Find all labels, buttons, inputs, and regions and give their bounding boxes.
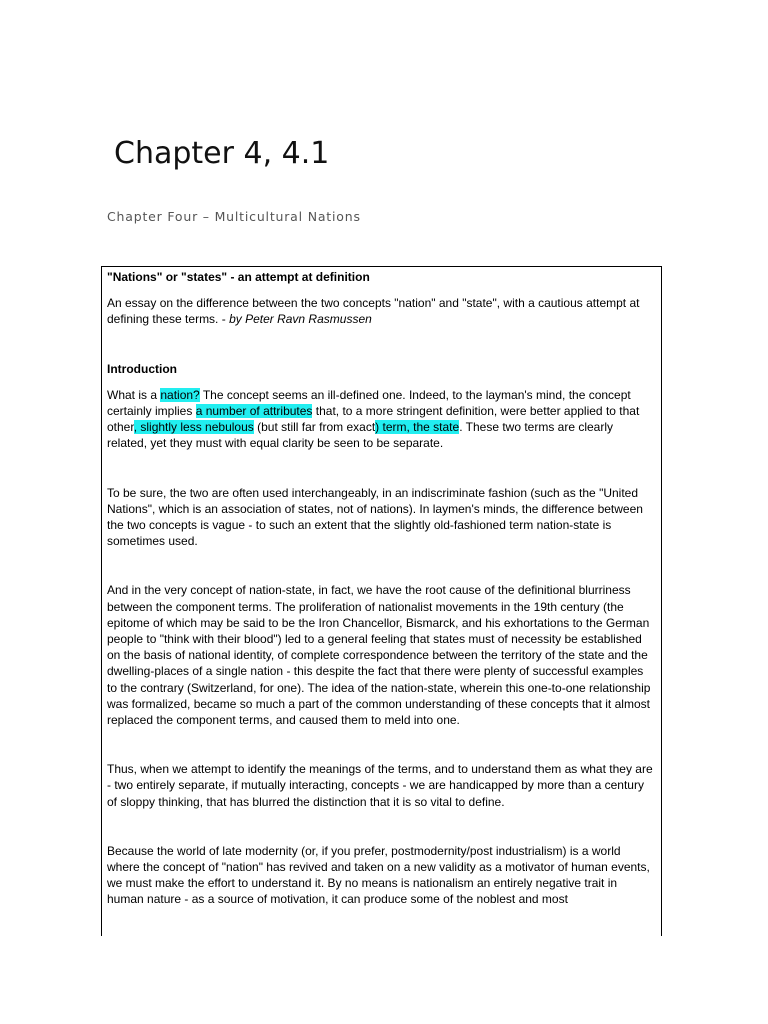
body-paragraph: Thus, when we attempt to identify the meanings of the terms, and to understand them as what they are - two entirely separate, if mutually interacting, concepts - we are handicapped by more than a century of sloppy thinking, that has blurred the distinction that it is so vital to define. — [107, 762, 653, 809]
highlight-less-nebulous: , slightly less nebulous — [133, 420, 254, 435]
body-paragraph: Because the world of late modernity (or, if you prefer, postmodernity/post industrialism) is a world where the concept of "nation" has revived and taken on a new validity as a motivator of human events, we must make the effort to understand it. By no means is nationalism an entirely negative trait in human nature - as a source of motivation, it can produce some of the noblest and most — [107, 843, 650, 907]
intro-text-5: . These two terms are clearly related, yet they must with equal clarity be seen to be separate. — [107, 420, 614, 451]
body-paragraph: To be sure, the two are often used interchangeably, in an indiscriminate fashion (such as the "United Nations", which is an association of states, not of nations). In laymen's minds, the difference between the two concepts is vague - to such an extent that the slightly old-fashioned term nation-state is sometimes used. — [107, 485, 643, 549]
essay-lead — [107, 295, 656, 327]
essay-box — [101, 266, 662, 936]
highlight-the-state: ) term, the state — [375, 420, 460, 435]
body-paragraph: And in the very concept of nation-state, in fact, we have the root cause of the definitional blurriness between the component terms. The proliferation of nationalist movements in the 19th century (the epitome of which may be said to be the Iron Chancellor, Bismarck, and his exhortations to the German people to "think with their blood") led to a general feeling that states must of necessity be established on the basis of national identity, of complete correspondence between the territory of the state and the dwelling-places of a single nation - this despite the fact that there were plenty of successful examples to the contrary (Switzerland, for one). The idea of the nation-state, wherein this one-to-one relationship was formalized, became so much a part of the common understanding of these concepts that it almost replaced the component terms, and caused them to meld into one. — [107, 583, 651, 728]
lead-text: An essay on the difference between the two concepts "nation" and "state", with a cautious attempt at defining these terms. - — [107, 296, 640, 327]
intro-heading: Introduction — [107, 361, 177, 376]
chapter-subtitle: Chapter Four – Multicultural Nations — [107, 209, 361, 224]
author-byline: by Peter Ravn Rasmussen — [229, 312, 372, 327]
essay-heading: "Nations" or "states" - an attempt at definition — [107, 270, 370, 284]
highlight-nation: nation? — [160, 387, 200, 402]
intro-text-2: The concept seems an ill-defined one. Indeed, to the layman's mind, the concept certainly implies — [107, 387, 631, 419]
intro-paragraph — [107, 387, 656, 452]
chapter-title: Chapter 4, 4.1 — [114, 136, 330, 171]
intro-text-1: What is a — [107, 387, 161, 402]
highlight-attributes: a number of attributes — [195, 404, 313, 419]
intro-text-3: that, to a more stringent definition, were better applied to that other — [107, 404, 640, 435]
intro-text-4: (but still far from exact — [253, 420, 376, 435]
